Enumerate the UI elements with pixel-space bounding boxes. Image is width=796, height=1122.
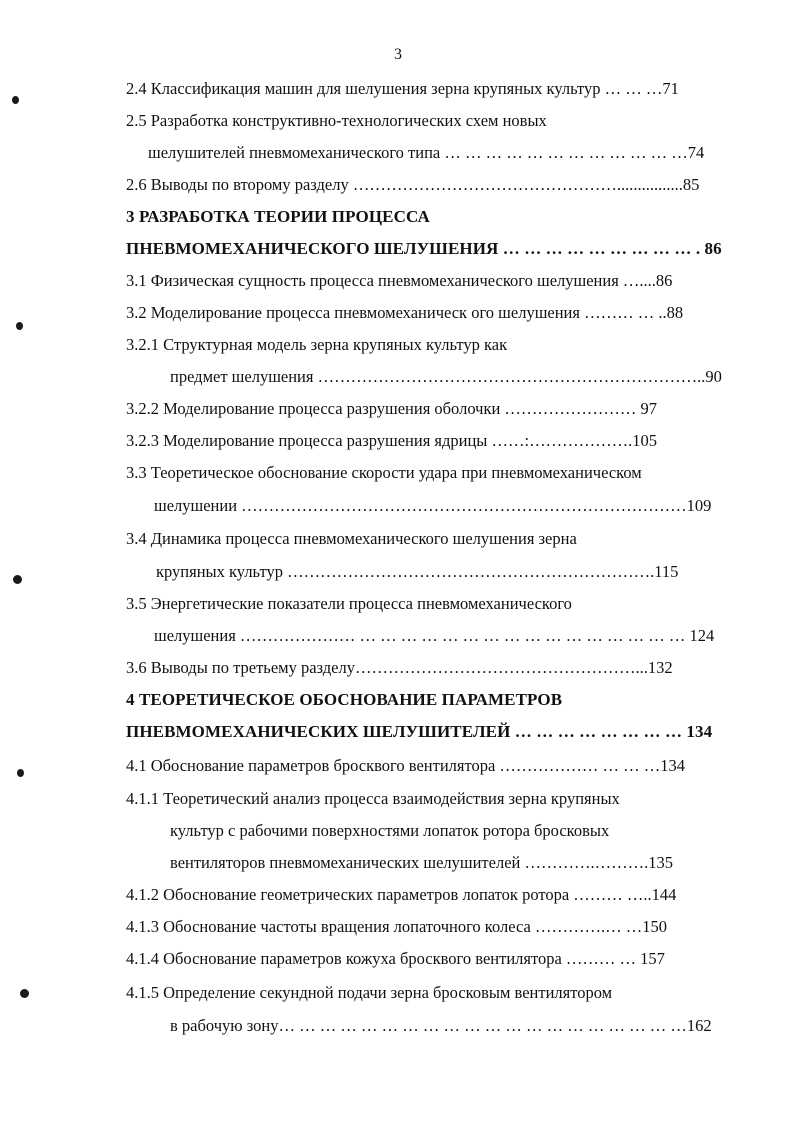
toc-entry-4-1-1: 4.1.1 Теоретический анализ процесса взаимодействия зерна крупяных xyxy=(126,789,620,808)
toc-entry-3-2-1: 3.2.1 Структурная модель зерна крупяных культур как xyxy=(126,335,508,354)
toc-entry-3-3: 3.3 Теоретическое обоснование скорости удара при пневмомеханическом xyxy=(126,463,642,482)
toc-chapter-4-cont: ПНЕВМОМЕХАНИЧЕСКИХ ШЕЛУШИТЕЛЕЙ … … … … … … … … 134 xyxy=(126,722,713,741)
toc-entry-3-3-cont: шелушении ………………………………………………………………………109 xyxy=(154,496,712,515)
toc-entry-4-1-5-cont: в рабочую зону… … … … … … … … … … … … … … … … … … … …162 xyxy=(170,1016,712,1035)
toc-entry-4-1-4: 4.1.4 Обоснование параметров кожуха бросквого вентилятора ……… … 157 xyxy=(126,949,665,968)
toc-entry-2-5-cont: шелушителей пневмомеханического типа … … … … … … … … … … … …74 xyxy=(148,143,705,162)
binding-hole-mark xyxy=(17,769,24,777)
binding-hole-mark xyxy=(20,989,29,998)
toc-entry-2-4: 2.4 Классификация машин для шелушения зерна крупяных культур … … …71 xyxy=(126,79,679,98)
toc-entry-3-4: 3.4 Динамика процесса пневмомеханического шелушения зерна xyxy=(126,529,577,548)
toc-entry-4-1-2: 4.1.2 Обоснование геометрических параметров лопаток ротора ……… …..144 xyxy=(126,885,677,904)
toc-entry-3-2-1-cont: предмет шелушения ……………………………………………………………..90 xyxy=(170,367,722,386)
toc-entry-3-6: 3.6 Выводы по третьему разделу……………………………………………...132 xyxy=(126,658,673,677)
toc-entry-3-5-cont: шелушения ………………… … … … … … … … … … … … … … … … … 124 xyxy=(154,626,715,645)
toc-entry-4-1-1-cont-b: вентиляторов пневмомеханических шелушителей ………….……….135 xyxy=(170,853,673,872)
binding-hole-mark xyxy=(16,322,23,330)
toc-entry-3-2-2: 3.2.2 Моделирование процесса разрушения оболочки …………………… 97 xyxy=(126,399,658,418)
binding-hole-mark xyxy=(13,575,22,584)
toc-chapter-3-cont: ПНЕВМОМЕХАНИЧЕСКОГО ШЕЛУШЕНИЯ … … … … … … … … … . 86 xyxy=(126,239,722,258)
toc-entry-3-2-3: 3.2.3 Моделирование процесса разрушения ядрицы ……:……………….105 xyxy=(126,431,657,450)
toc-entry-4-1-3: 4.1.3 Обоснование частоты вращения лопаточного колеса ………….… …150 xyxy=(126,917,667,936)
toc-entry-3-1: 3.1 Физическая сущность процесса пневмомеханического шелушения …....86 xyxy=(126,271,673,290)
toc-entry-4-1-1-cont-a: культур с рабочими поверхностями лопаток ротора бросковых xyxy=(170,821,610,840)
binding-hole-mark xyxy=(12,96,19,104)
toc-entry-2-6: 2.6 Выводы по второму разделу …………………………………………................85 xyxy=(126,175,700,194)
toc-entry-3-2: 3.2 Моделирование процесса пневмомеханическ ого шелушения ……… … ..88 xyxy=(126,303,684,322)
toc-entry-4-1: 4.1 Обоснование параметров бросквого вентилятора ……………… … … …134 xyxy=(126,756,686,775)
toc-chapter-4: 4 ТЕОРЕТИЧЕСКОЕ ОБОСНОВАНИЕ ПАРАМЕТРОВ xyxy=(126,690,563,709)
toc-entry-4-1-5: 4.1.5 Определение секундной подачи зерна бросковым вентилятором xyxy=(126,983,613,1002)
toc-entry-3-5: 3.5 Энергетические показатели процесса пневмомеханического xyxy=(126,594,572,613)
toc-entry-2-5: 2.5 Разработка конструктивно-технологических схем новых xyxy=(126,111,547,130)
page-number: 3 xyxy=(394,46,402,63)
toc-chapter-3: 3 РАЗРАБОТКА ТЕОРИИ ПРОЦЕССА xyxy=(126,207,430,226)
toc-entry-3-4-cont: крупяных культур ………………………………………………………….115 xyxy=(156,562,679,581)
